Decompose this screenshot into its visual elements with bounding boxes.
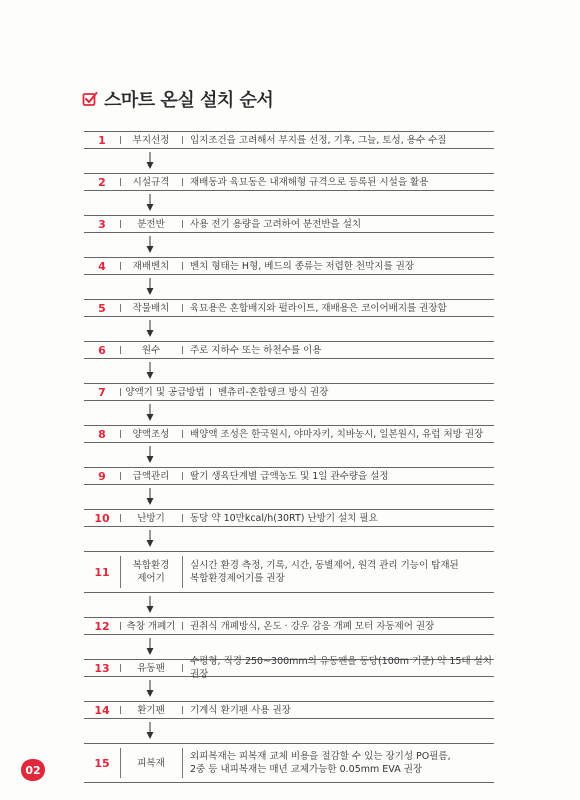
step-row	[84, 341, 494, 359]
step-number: 4	[98, 259, 106, 273]
arrow-down-icon	[84, 527, 494, 551]
arrow-down-icon	[84, 677, 494, 701]
step-row	[84, 617, 494, 635]
step-description: 수평형, 직경 250~300mm의 유동팬을 동당(100m 기준) 약 15대 설치 권장	[190, 656, 492, 680]
divider	[182, 748, 183, 778]
step-label: 작물배치	[132, 302, 170, 314]
step-description: 기계식 환기팬 사용 권장	[190, 704, 291, 716]
arrow-down-icon	[84, 443, 494, 467]
step-label: 분전반	[137, 218, 165, 230]
step-description: 사용 전기 용량을 고려하여 분전반을 설치	[190, 218, 362, 230]
step-number: 13	[94, 661, 110, 675]
step-number: 14	[94, 703, 110, 717]
step-label: 복합환경 제어기	[132, 560, 170, 584]
step-label: 환기팬	[137, 704, 165, 716]
step-label: 급액관리	[132, 470, 170, 482]
divider	[182, 514, 183, 522]
step-row	[84, 551, 494, 593]
step-number: 7	[98, 385, 106, 399]
arrow-down-icon	[84, 401, 494, 425]
step-description: 권취식 개폐방식, 온도 · 강우 감응 개폐 모터 자동제어 권장	[190, 620, 435, 632]
step-label: 부지선정	[132, 134, 170, 146]
checkbox-icon	[82, 91, 98, 107]
step-label: 원수	[141, 344, 161, 356]
step-number: 10	[94, 511, 110, 525]
step-label: 양액기 및 공급방법	[125, 386, 205, 398]
step-row	[84, 701, 494, 719]
step-row	[84, 509, 494, 527]
step-number: 2	[98, 175, 106, 189]
step-label: 측창 개폐기	[126, 620, 176, 632]
step-number: 9	[98, 469, 106, 483]
step-number: 3	[98, 217, 106, 231]
divider	[182, 556, 183, 588]
step-label: 유동팬	[137, 662, 165, 674]
step-label: 양액조성	[132, 428, 170, 440]
step-number: 12	[94, 619, 110, 633]
step-row	[84, 425, 494, 443]
arrow-down-icon	[84, 317, 494, 341]
page-number: 02	[25, 763, 41, 777]
arrow-down-icon	[84, 485, 494, 509]
divider	[182, 430, 183, 438]
page-number-badge	[20, 758, 46, 782]
step-label: 피복재	[137, 757, 165, 769]
installation-steps	[84, 131, 494, 783]
step-description: 재배동과 육묘동은 내재해형 규격으로 등록된 시설을 활용	[190, 176, 429, 188]
divider	[182, 304, 183, 312]
step-row	[84, 467, 494, 485]
step-description: 외피복재는 피복재 교체 비용을 절감할 수 있는 장기성 PO필름, 2중 등 내피복재는 매년 교체가능한 0.05mm EVA 권장	[190, 751, 451, 775]
step-number: 1	[98, 133, 106, 147]
arrow-down-icon	[84, 593, 494, 617]
step-description: 배양액 조성은 한국원시, 야마자키, 치바농시, 일본원시, 유럽 처방 권장	[190, 428, 484, 440]
arrow-down-icon	[84, 275, 494, 299]
step-label: 난방기	[137, 512, 165, 524]
step-description: 동당 약 10만kcal/h(30RT) 난방기 설치 필요	[190, 512, 378, 524]
divider	[182, 346, 183, 354]
divider	[182, 220, 183, 228]
step-number: 6	[98, 343, 106, 357]
step-number: 11	[94, 565, 110, 579]
step-number: 8	[98, 427, 106, 441]
step-row	[84, 299, 494, 317]
step-row	[84, 383, 494, 401]
step-row	[84, 173, 494, 191]
page-title: 스마트 온실 설치 순서	[104, 90, 274, 111]
step-row	[84, 257, 494, 275]
step-description: 주로 지하수 또는 하천수를 이용	[190, 344, 322, 356]
step-description: 딸기 생육단계별 급액농도 및 1일 관수량을 설정	[190, 470, 389, 482]
arrow-down-icon	[84, 233, 494, 257]
step-number: 5	[98, 301, 106, 315]
step-description: 실시간 환경 측정, 기록, 시간, 동별제어, 원격 관리 기능이 탑재된 복합환경제어기를 권장	[190, 560, 459, 584]
step-row	[84, 656, 494, 680]
step-label: 시설규격	[132, 176, 170, 188]
arrow-down-icon	[84, 359, 494, 383]
divider	[182, 262, 183, 270]
arrow-down-icon	[84, 191, 494, 215]
arrow-down-icon	[84, 149, 494, 173]
divider	[182, 622, 183, 630]
divider	[182, 706, 183, 714]
divider	[182, 136, 183, 144]
step-description: 벤치 형태는 H형, 베드의 종류는 저렴한 천막지를 권장	[190, 260, 415, 272]
divider	[182, 664, 183, 672]
step-number: 15	[94, 756, 110, 770]
step-description: 입지조건을 고려해서 부지를 선정, 기후, 그늘, 토성, 용수 수질	[190, 134, 447, 146]
step-description: 육묘용은 혼합배지와 펄라이트, 재배용은 코이어배지를 권장함	[190, 302, 447, 314]
step-row	[84, 131, 494, 149]
step-description: 벤츄리-혼합탱크 방식 권장	[218, 386, 329, 398]
step-label: 재배벤치	[132, 260, 170, 272]
divider	[182, 472, 183, 480]
step-row	[84, 743, 494, 783]
divider	[210, 388, 211, 396]
step-row	[84, 215, 494, 233]
divider	[182, 178, 183, 186]
section-title	[82, 86, 273, 112]
arrow-down-icon	[84, 719, 494, 743]
